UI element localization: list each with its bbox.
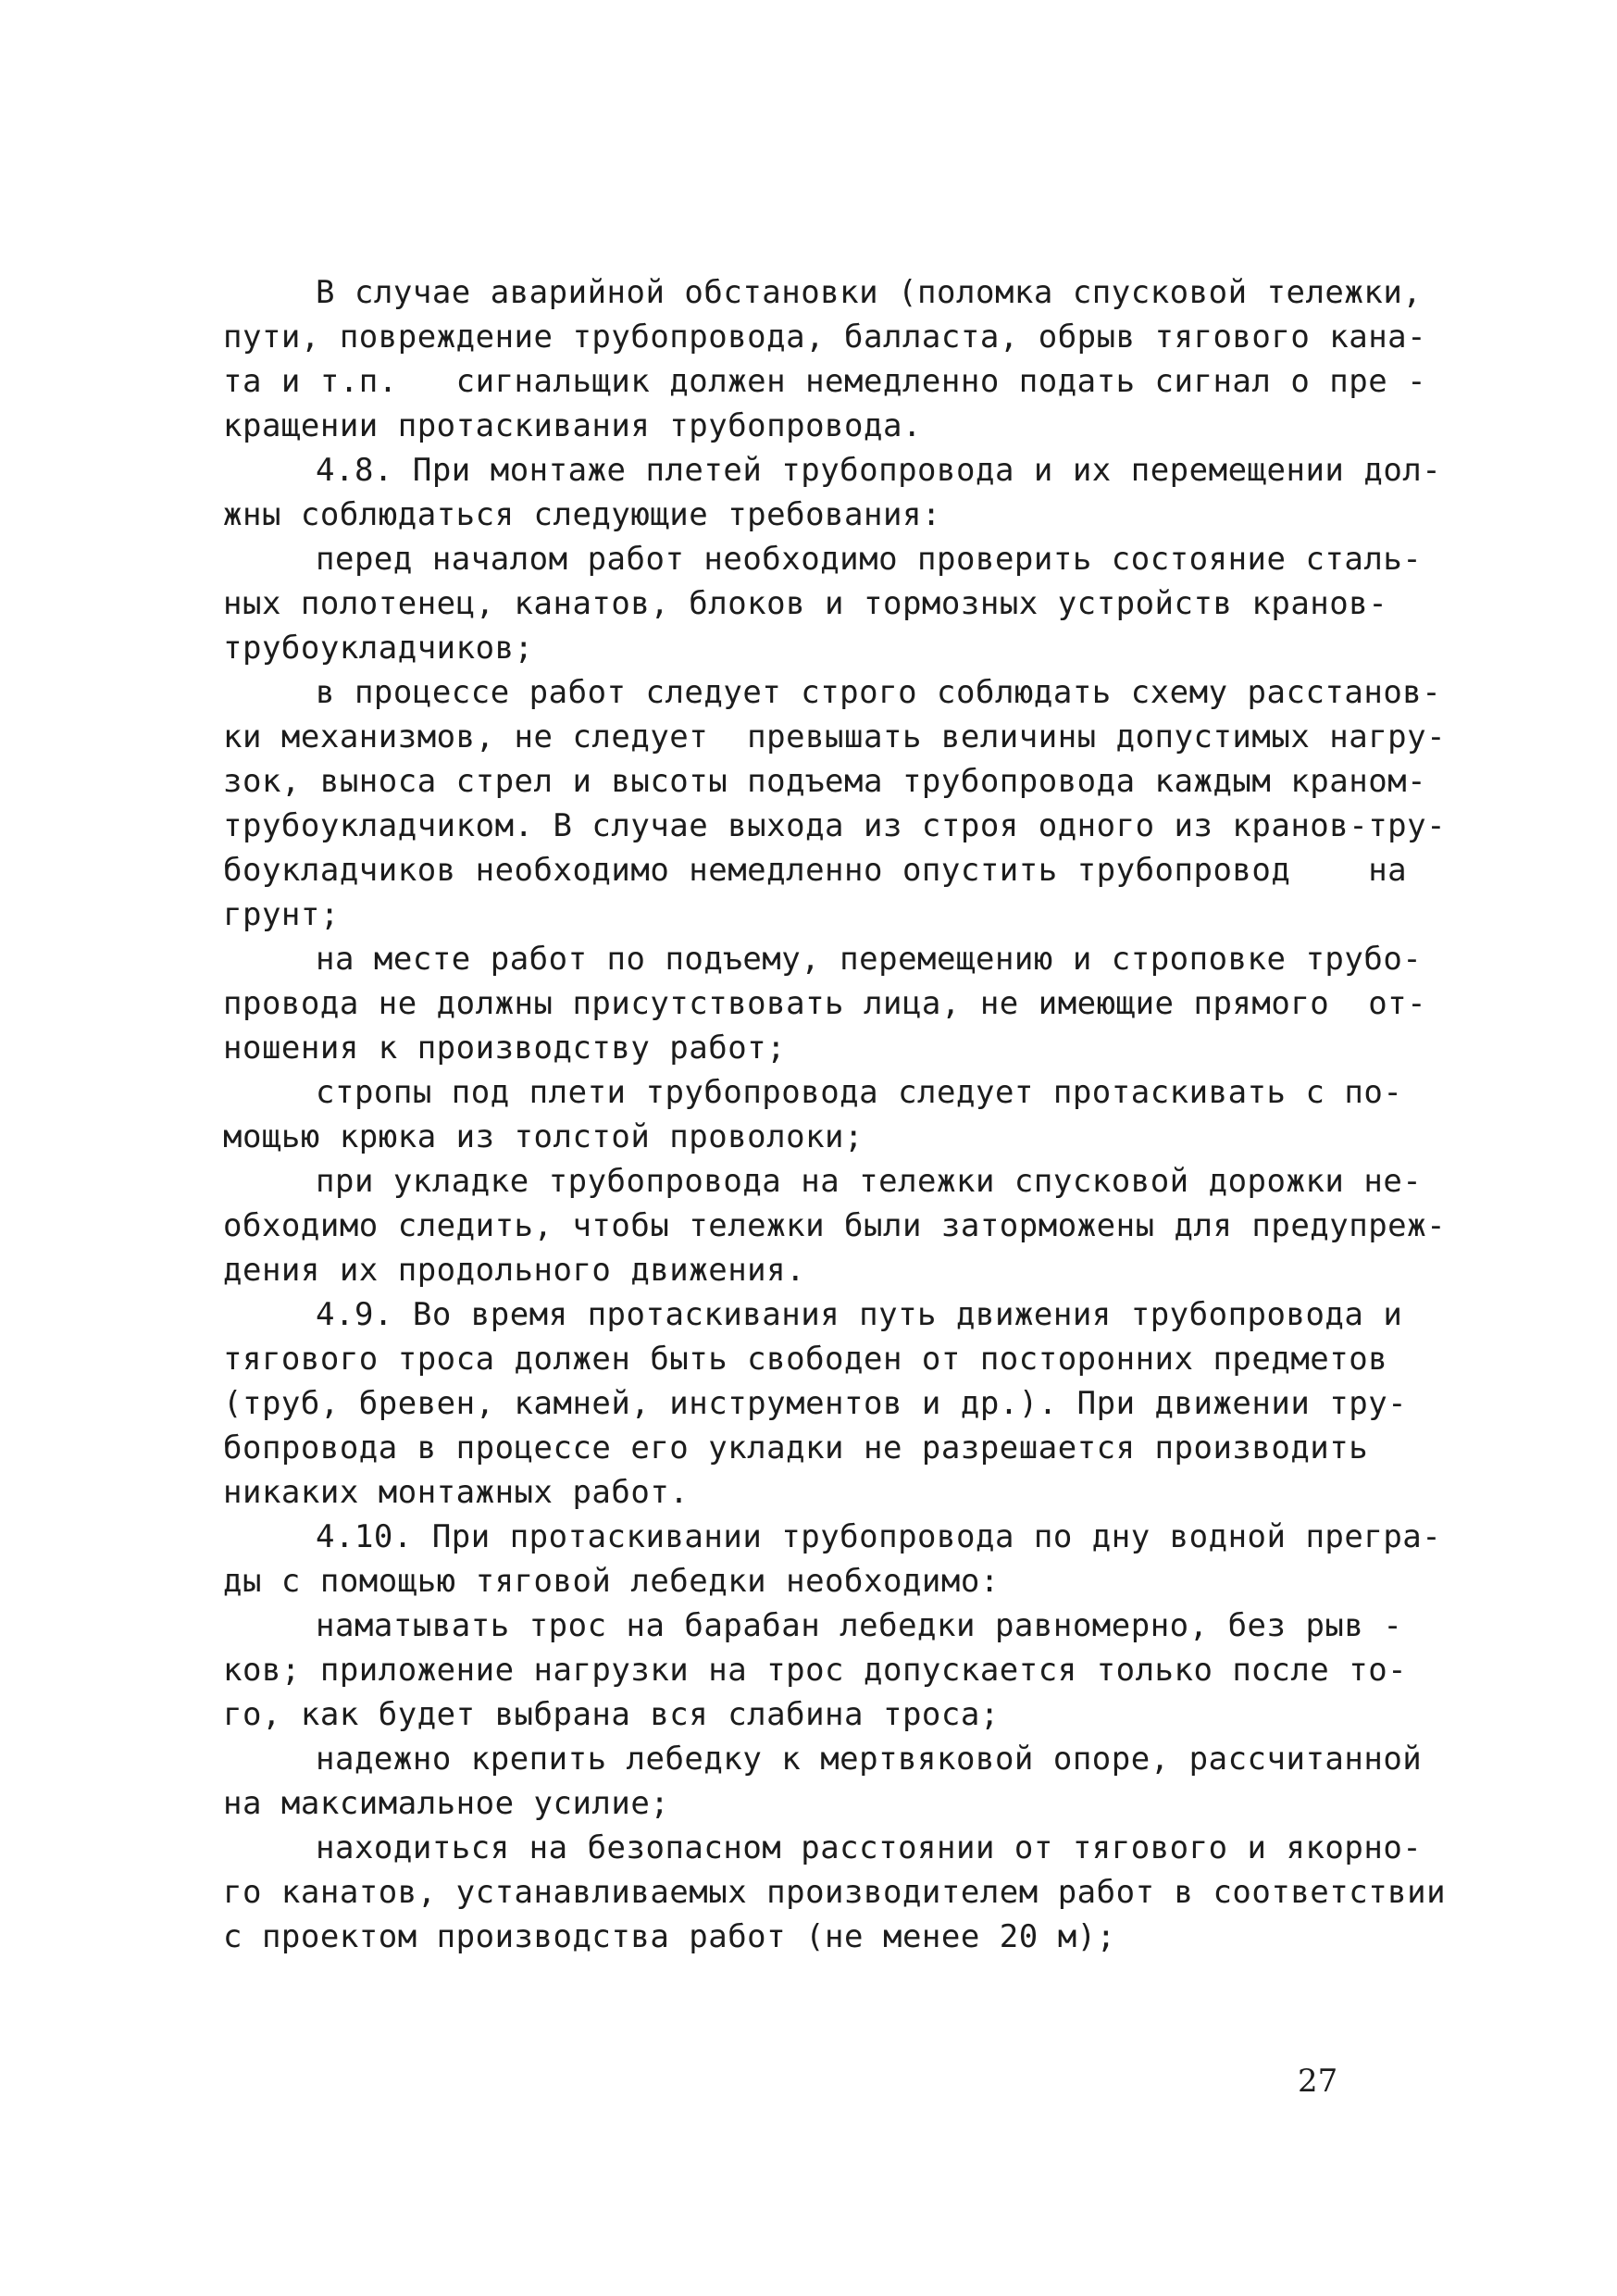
text-line: ды с помощью тяговой лебедки необходимо: [223,1563,1000,1600]
text-line: тягового троса должен быть свободен от посторонних предметов [223,1341,1388,1378]
text-line: ношения к производству работ; [223,1029,787,1067]
text-line: та и т.п. сигнальщик должен немедленно подать сигнал о пре - [223,363,1427,400]
text-line: 4.8. При монтаже плетей трубопровода и их перемещении дол- [316,452,1442,489]
text-line: на месте работ по подъему, перемещению и строповке трубо- [316,941,1423,978]
text-line: 4.10. При протаскивании трубопровода по дну водной прегра- [316,1518,1442,1555]
text-line: ки механизмов, не следует превышать величины допустимых нагру- [223,718,1447,755]
text-line: грунт; [223,896,340,933]
text-line: никаких монтажных работ. [223,1474,690,1511]
text-line: В случае аварийной обстановки (поломка спусковой тележки, [316,274,1423,311]
text-line: 4.9. Во время протаскивания путь движения трубопровода и [316,1296,1403,1333]
text-line: при укладке трубопровода на тележки спусковой дорожки не- [316,1163,1423,1200]
text-line: перед началом работ необходимо проверить состояние сталь- [316,541,1423,578]
text-line: трубоукладчиков; [223,630,534,667]
text-line: мощью крюка из толстой проволоки; [223,1118,864,1155]
text-line: (труб, бревен, камней, инструментов и др.). При движении тру- [223,1385,1408,1422]
text-line: трубоукладчиком. В случае выхода из строя одного из кранов-тру- [223,807,1447,844]
text-line: в процессе работ следует строго соблюдать схему расстанов- [316,674,1442,711]
text-line: ков; приложение нагрузки на трос допускается только после то- [223,1652,1408,1689]
text-line: провода не должны присутствовать лица, не имеющие прямого от- [223,985,1427,1022]
text-line: надежно крепить лебедку к мертвяковой опоре, рассчитанной [316,1741,1423,1778]
text-line: пути, повреждение трубопровода, балласта, обрыв тягового кана- [223,318,1427,356]
text-line: с проектом производства работ (не менее 20 м); [223,1918,1116,1955]
text-line: ных полотенец, канатов, блоков и тормозных устройств кранов- [223,585,1388,622]
page-number: 27 [1298,2063,1338,2100]
text-line: наматывать трос на барабан лебедки равномерно, без рыв - [316,1607,1403,1644]
text-line: го, как будет выбрана вся слабина троса; [223,1696,1000,1733]
text-line: стропы под плети трубопровода следует протаскивать с по- [316,1074,1403,1111]
text-line: кращении протаскивания трубопровода. [223,407,922,444]
text-line: находиться на безопасном расстоянии от тягового и якорно- [316,1829,1423,1866]
text-line: зок, выноса стрел и высоты подъема трубопровода каждым краном- [223,763,1427,800]
text-line: бопровода в процессе его укладки не разрешается производить [223,1429,1369,1466]
text-line: обходимо следить, чтобы тележки были заторможены для предупреж- [223,1207,1447,1244]
text-line: дения их продольного движения. [223,1252,806,1289]
text-line: на максимальное усилие; [223,1785,670,1822]
text-line: жны соблюдаться следующие требования: [223,496,941,533]
text-line: боукладчиков необходимо немедленно опустить трубопровод на [223,852,1408,889]
text-line: го канатов, устанавливаемых производителем работ в соответствии [223,1874,1447,1911]
